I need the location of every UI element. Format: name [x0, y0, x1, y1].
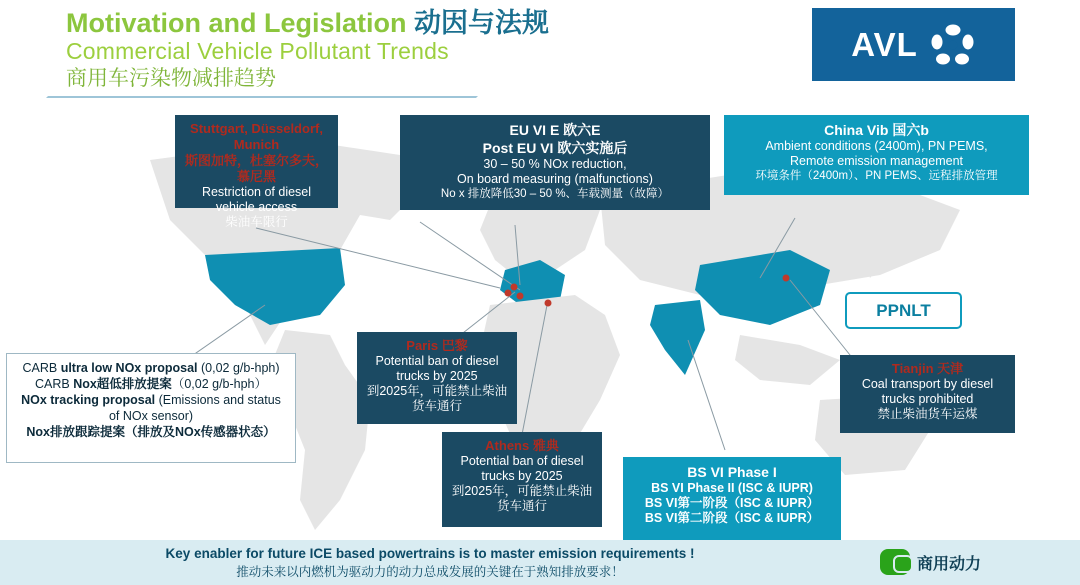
- avl-logo: [812, 8, 1015, 81]
- footer-line-en: Key enabler for future ICE based powertrains is to master emission requirements !: [165, 546, 695, 561]
- title-cn-2: 商用车污染物减排趋势: [66, 67, 276, 90]
- callout-athens-line4: 货车通行: [496, 499, 547, 513]
- callout-china-vib[interactable]: [724, 115, 1029, 195]
- callout-stuttgart-line1: Restriction of diesel: [201, 185, 312, 199]
- callout-tianjin-line3: 禁止柴油货车运煤: [877, 407, 978, 421]
- callout-tianjin-line1: Coal transport by diesel: [861, 377, 994, 391]
- callout-paris[interactable]: [357, 332, 517, 424]
- callout-carb-l1c: (0,02 g/b-hph): [197, 361, 280, 375]
- wechat-icon: [880, 549, 910, 575]
- callout-carb-l1a: CARB: [22, 361, 61, 375]
- callout-ppnlt[interactable]: [845, 292, 962, 329]
- callout-tianjin-line2: trucks prohibited: [881, 392, 974, 406]
- callout-eu-vi-line2: On board measuring (malfunctions): [457, 172, 653, 186]
- callout-athens-heading: Athens 雅典: [485, 438, 559, 453]
- callout-carb-line1: [15, 360, 287, 376]
- avl-emblem-icon: [930, 22, 976, 68]
- callout-carb-line2: [15, 376, 287, 392]
- wechat-badge: [880, 542, 1070, 582]
- callout-china-vib-heading: China Vib 国六b: [824, 122, 929, 138]
- title-line-1: [66, 8, 766, 38]
- callout-carb-line4: Nox排放跟踪提案（排放及NOx传感器状态）: [26, 425, 276, 439]
- callout-bs-vi-line4: BS VI第二阶段（ISC & IUPR）: [644, 511, 820, 525]
- callout-bs-vi-line3: BS VI第一阶段（ISC & IUPR）: [644, 496, 820, 510]
- page-title: [66, 8, 766, 92]
- callout-stuttgart-line3: 柴油车限行: [225, 215, 288, 229]
- callout-bs-vi[interactable]: [623, 457, 841, 540]
- callout-carb-l2a: CARB: [34, 377, 74, 391]
- callout-eu-vi-heading-2: Post EU VI 欧六实施后: [482, 140, 628, 156]
- callout-athens-line1: Potential ban of diesel: [460, 454, 584, 468]
- callout-eu-vi-heading-1: EU VI E 欧六E: [509, 122, 601, 138]
- footer-text: [0, 544, 860, 581]
- callout-carb-l2c: （0,02 g/b-hph）: [171, 377, 268, 391]
- callout-china-vib-line1: Ambient conditions (2400m), PN PEMS,: [765, 139, 988, 153]
- callout-paris-line4: 货车通行: [411, 399, 462, 413]
- callout-carb[interactable]: [6, 353, 296, 463]
- callout-paris-line2: trucks by 2025: [396, 369, 478, 383]
- callout-paris-line1: Potential ban of diesel: [375, 354, 499, 368]
- callout-tianjin-heading: Tianjin 天津: [891, 361, 964, 376]
- callout-china-vib-line3: 环境条件（2400m）、PN PEMS、远程排放管理: [755, 170, 998, 182]
- title-en-2: Commercial Vehicle Pollutant Trends: [66, 38, 449, 64]
- title-en-1: Motivation and Legislation: [66, 8, 407, 38]
- header-rule: [46, 96, 478, 98]
- callout-stuttgart-heading-en: Stuttgart, Düsseldorf, Munich: [190, 121, 323, 152]
- callout-paris-line3: 到2025年，可能禁止柴油: [366, 384, 508, 398]
- callout-tianjin[interactable]: [840, 355, 1015, 433]
- callout-eu-vi-line1: 30 – 50 % NOx reduction,: [483, 157, 627, 171]
- callout-paris-heading: Paris 巴黎: [406, 338, 468, 353]
- avl-logo-text: AVL: [851, 25, 918, 63]
- callout-carb-l1b: ultra low NOx proposal: [60, 361, 198, 375]
- callout-china-vib-line2: Remote emission management: [790, 154, 963, 168]
- callout-ppnlt-label: PPNLT: [876, 300, 931, 320]
- callout-athens-line3: 到2025年，可能禁止柴油: [451, 484, 593, 498]
- callout-carb-l3a: NOx tracking proposal: [21, 393, 156, 407]
- callout-carb-l2b: Nox超低排放提案: [73, 377, 172, 391]
- callout-athens[interactable]: [442, 432, 602, 527]
- callout-stuttgart-heading-cn: 斯图加特，杜塞尔多夫，慕尼黑: [184, 153, 328, 184]
- callout-bs-vi-line2: BS VI Phase II (ISC & IUPR): [651, 481, 813, 495]
- callout-athens-line2: trucks by 2025: [481, 469, 563, 483]
- callout-eu-vi[interactable]: [400, 115, 710, 210]
- callout-eu-vi-line3: No x 排放降低30 – 50 %、车载测量（故障）: [440, 188, 670, 200]
- callout-stuttgart-line2: vehicle access: [215, 200, 298, 214]
- callout-carb-l3b: (Emissions and status of NOx sensor): [108, 393, 281, 423]
- wechat-label: 商用动力: [917, 555, 982, 573]
- footer-line-cn: 推动未来以内燃机为驱动力的动力总成发展的关键在于熟知排放要求！: [236, 565, 624, 579]
- callout-stuttgart[interactable]: [175, 115, 338, 229]
- callout-bs-vi-line1: BS VI Phase I: [687, 464, 777, 480]
- title-cn-1: 动因与法规: [414, 8, 550, 38]
- callout-carb-line3: [15, 392, 287, 424]
